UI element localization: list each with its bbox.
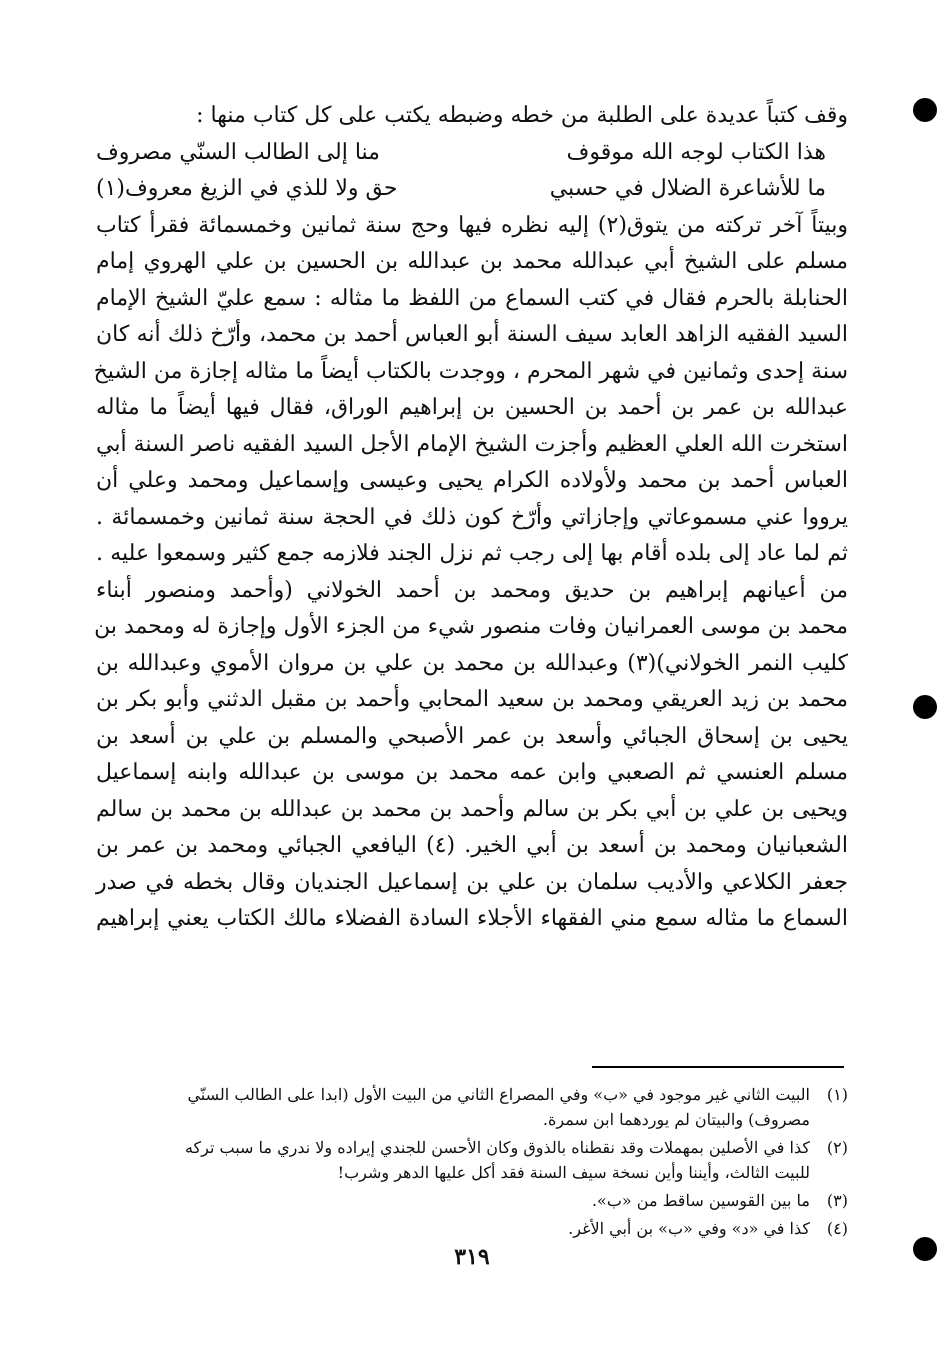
footnote-separator (592, 1066, 844, 1068)
footnote-text (108, 1082, 810, 1132)
verse-second-hemistich: منا إلى الطالب السنّي مصروف (96, 139, 380, 165)
text-line: وقف كتباً عديدة على الطلبة من خطه وضبطه يكتب على كل كتاب منها : (196, 103, 848, 128)
footnote (108, 1188, 848, 1213)
footnote-line: ما بين القوسين ساقط من «ب». (591, 1191, 810, 1210)
text-line: العباس أحمد بن محمد ولأولاده الكرام يحيى وعيسى وإسماعيل ومحمد وعلي أن (96, 468, 848, 493)
footnote-line: كذا في «د» وفي «ب» بن أبي الأغر. (568, 1219, 810, 1238)
text-line: الشعبانيان ومحمد بن أسعد بن أبي الخير. (٤) اليافعي الجبائي ومحمد بن عمر بن (96, 833, 848, 858)
text-line: محمد بن موسى العمرانيان وفات منصور شيء من الجزء الأول وإجازة له ومحمد بن (94, 614, 848, 639)
text-line: وبيتاً آخر تركته من يتوق(٢) إليه نظره فيها وحج سنة ثمانين وخمسمائة فقرأ كتاب (96, 212, 849, 238)
footnote-line: مصروف) والبيتان لم يوردهما ابن سمرة. (542, 1110, 810, 1129)
margin-dot-middle (913, 695, 937, 719)
text-line: ثم لما عاد إلى بلده أقام بها إلى رجب ثم نزل الجند فلازمه جمع كثير وسمعوا عليه . (96, 541, 848, 566)
main-text (93, 98, 849, 938)
margin-dot-top (913, 98, 937, 122)
footnote (108, 1082, 848, 1132)
text-line: السيد الفقيه الزاهد العابد سيف السنة أبو العباس أحمد بن محمد، وأرّخ ذلك أنه كان (96, 322, 848, 347)
footnote-line: للبيت الثالث، وأيننا وأين نسخة سيف السنة فقد أكل عليها الدهر وشرب! (337, 1163, 810, 1182)
text-line: ويحيى بن علي بن أبي بكر بن سالم وأحمد بن محمد بن عبدالله بن محمد بن سالم (96, 796, 848, 822)
text-line: يرووا عني مسموعاتي وإجازاتي وأرّخ كون ذلك في الحجة سنة ثمانين وخمسمائة . (96, 504, 848, 530)
footnote (108, 1216, 848, 1241)
footnote-text (108, 1135, 810, 1185)
footnote (108, 1135, 848, 1185)
verse-first-hemistich: هذا الكتاب لوجه الله موقوف (566, 139, 826, 165)
footnote-number: (١) (826, 1085, 848, 1104)
footnote-number: (٤) (826, 1219, 848, 1238)
text-line: السماع ما مثاله سمع مني الفقهاء الأجلاء السادة الفضلاء مالك الكتاب يعني إبراهيم (96, 906, 848, 931)
poem-verse (96, 135, 848, 172)
poem-verse (96, 171, 848, 208)
footnotes (108, 1082, 848, 1244)
text-line: يحيى بن إسحاق الجبائي وأسعد بن عمر الأصبحي والمسلم بن علي بن أسعد بن (96, 723, 848, 749)
page-number: ٣١٩ (454, 1244, 490, 1270)
footnote-line: كذا في الأصلين بمهملات وقد نقطناه بالذوق وكان الأحسن للجندي إيراده ولا ندري ما سبب تركه (184, 1138, 810, 1157)
text-line: عبدالله بن عمر بن أحمد بن الحسين بن إبراهيم الوراق، فقال فيها أيضاً ما مثاله (96, 395, 848, 420)
text-line: مسلم على الشيخ أبي عبدالله محمد بن عبدالله بن الحسين بن علي الهروي إمام (96, 249, 848, 274)
footnote-number: (٣) (826, 1191, 848, 1210)
footnote-line: البيت الثاني غير موجود في «ب» وفي المصراع الثاني من البيت الأول (ابدا على الطالب السنّي (187, 1085, 810, 1104)
text-line: سنة إحدى وثمانين في شهر المحرم ، ووجدت بالكتاب أيضاً ما مثاله إجازة من الشيخ (93, 358, 848, 384)
text-line: من أعيانهم إبراهيم بن حديق ومحمد بن أحمد الخولاني (وأحمد ومنصور أبناء (96, 577, 848, 603)
footnote-text (108, 1216, 810, 1241)
text-line: محمد بن زيد العريقي ومحمد بن سعيد المحابي وأحمد بن مقبل الدثني وأبو بكر بن (96, 687, 848, 712)
footnote-number: (٢) (826, 1138, 848, 1157)
footnote-text (108, 1188, 810, 1213)
verse-first-hemistich: ما للأشاعرة الضلال في حسبي (549, 176, 826, 201)
text-line: استخرت الله العلي العظيم وأجزت الشيخ الإمام الأجل السيد الفقيه ناصر السنة أبي (96, 431, 848, 457)
text-line: كليب النمر الخولاني)(٣) وعبدالله بن محمد بن علي بن مروان الأموي وعبدالله بن (96, 650, 848, 676)
verse-second-hemistich: حق ولا للذي في الزيغ معروف(١) (96, 176, 398, 201)
text-line: جعفر الكلاعي والأديب سلمان بن علي بن إسماعيل الجنديان وقال بخطه في صدر (96, 869, 848, 895)
text-line: الحنابلة بالحرم فقال في كتب السماع من اللفظ ما مثاله : سمع عليّ الشيخ الإمام (96, 285, 848, 311)
text-line: مسلم العنسي ثم الصعبي وابن عمه محمد بن موسى بن عبدالله وابنه إسماعيل (96, 760, 848, 785)
